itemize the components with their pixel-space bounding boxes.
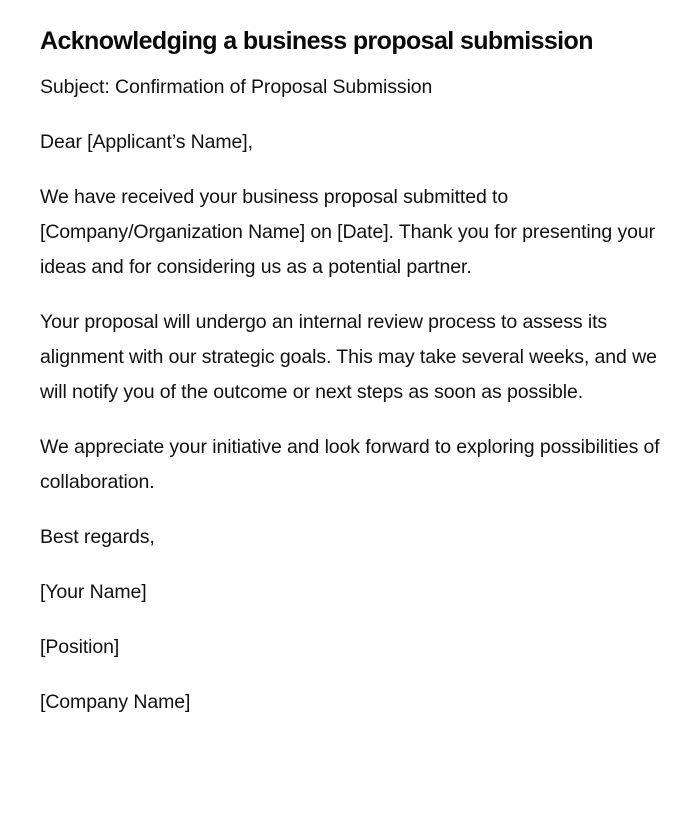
signature-company: [Company Name] <box>40 691 191 713</box>
subject-line: Subject: Confirmation of Proposal Submission <box>40 76 433 98</box>
document-title: Acknowledging a business proposal submission <box>40 27 593 55</box>
signature-position: [Position] <box>40 636 120 658</box>
body-paragraph-3: We appreciate your initiative and look forward to exploring possibilities of collaboration. <box>40 436 660 493</box>
body-paragraph-2: Your proposal will undergo an internal review process to assess its alignment with our strategic goals. This may take several weeks, and we will notify you of the outcome or next steps as soon as possible. <box>40 311 657 403</box>
signature-name: [Your Name] <box>40 581 147 603</box>
closing: Best regards, <box>40 526 155 548</box>
salutation: Dear [Applicant’s Name], <box>40 131 253 153</box>
body-paragraph-1: We have received your business proposal submitted to [Company/Organization Name] on [Date]. Thank you for presenting your ideas and for considering us as a potential partner. <box>40 186 656 278</box>
